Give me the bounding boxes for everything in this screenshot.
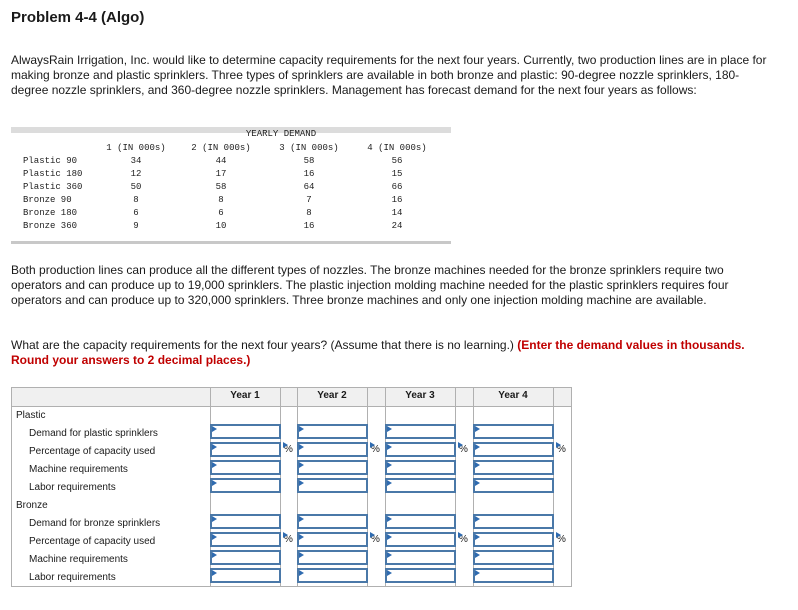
intro-text: AlwaysRain Irrigation, Inc. would like to determine capacity requirements for the next four years. Currently, two production lines are in place for making bronze and plastic sprinklers. Three types of sprinklers are available in both bronze and plastic: 90-degree nozzle sprinklers, 180-degree nozzle sprinklers, and 360-degree nozzle sprinklers. Management has forecast demand for the next four years as follows: (11, 53, 767, 97)
input-flag-icon (458, 442, 463, 448)
demand-cell: 66 (391, 182, 403, 192)
bronze-labor-input[interactable] (473, 568, 554, 583)
section-bronze-label: Bronze (16, 500, 48, 511)
demand-cell: 8 (218, 195, 224, 205)
plastic-pct-input[interactable] (210, 442, 281, 457)
demand-table-header: YEARLY DEMAND (245, 129, 317, 139)
plastic-demand-input[interactable] (385, 424, 456, 439)
demand-cell: 50 (130, 182, 142, 192)
plastic-pct-input[interactable] (385, 442, 456, 457)
plastic-pct-input[interactable] (297, 442, 368, 457)
bronze-machine-input[interactable] (297, 550, 368, 565)
demand-col-header: 2 (IN 000s) (191, 143, 251, 153)
demand-row-label: Plastic 90 (23, 156, 78, 166)
percent-sign: % (459, 534, 468, 545)
input-flag-icon (299, 552, 304, 558)
input-flag-icon (299, 444, 304, 450)
bronze-demand-label: Demand for bronze sprinklers (29, 518, 161, 529)
year-header: Year 3 (405, 390, 435, 401)
demand-row-label: Bronze 180 (23, 208, 78, 218)
plastic-machine-input[interactable] (473, 460, 554, 475)
year-header: Year 1 (230, 390, 260, 401)
demand-table (11, 127, 451, 244)
demand-row-label: Bronze 90 (23, 195, 72, 205)
bronze-demand-input[interactable] (210, 514, 281, 529)
bronze-machine-label: Machine requirements (29, 554, 128, 565)
plastic-labor-input[interactable] (473, 478, 554, 493)
input-flag-icon (475, 462, 480, 468)
input-flag-icon (475, 516, 480, 522)
plastic-labor-input[interactable] (385, 478, 456, 493)
percent-sign: % (557, 444, 566, 455)
demand-col-header: 4 (IN 000s) (367, 143, 427, 153)
bronze-labor-label: Labor requirements (29, 572, 116, 583)
demand-cell: 15 (391, 169, 403, 179)
demand-cell: 16 (303, 221, 315, 231)
plastic-labor-label: Labor requirements (29, 482, 116, 493)
demand-cell: 64 (303, 182, 315, 192)
input-flag-icon (299, 462, 304, 468)
plastic-machine-label: Machine requirements (29, 464, 128, 475)
bronze-pct-input[interactable] (297, 532, 368, 547)
plastic-machine-input[interactable] (385, 460, 456, 475)
input-flag-icon (283, 442, 288, 448)
input-flag-icon (387, 552, 392, 558)
year-header: Year 4 (498, 390, 528, 401)
plastic-demand-label: Demand for plastic sprinklers (29, 428, 158, 439)
bronze-pct-input[interactable] (473, 532, 554, 547)
bronze-demand-input[interactable] (473, 514, 554, 529)
percent-sign: % (284, 444, 293, 455)
demand-cell: 24 (391, 221, 403, 231)
demand-cell: 10 (215, 221, 227, 231)
demand-cell: 34 (130, 156, 142, 166)
input-flag-icon (387, 570, 392, 576)
input-flag-icon (475, 480, 480, 486)
input-flag-icon (370, 532, 375, 538)
demand-row-label: Plastic 360 (23, 182, 83, 192)
demand-cell: 58 (303, 156, 315, 166)
input-flag-icon (212, 570, 217, 576)
percent-sign: % (371, 534, 380, 545)
bronze-machine-input[interactable] (385, 550, 456, 565)
bronze-pct-input[interactable] (210, 532, 281, 547)
input-flag-icon (212, 426, 217, 432)
input-flag-icon (212, 480, 217, 486)
demand-cell: 8 (133, 195, 139, 205)
demand-row-label: Plastic 180 (23, 169, 83, 179)
input-flag-icon (387, 480, 392, 486)
bronze-labor-input[interactable] (385, 568, 456, 583)
input-flag-icon (387, 426, 392, 432)
percent-sign: % (459, 444, 468, 455)
demand-cell: 9 (133, 221, 139, 231)
plastic-machine-input[interactable] (297, 460, 368, 475)
bronze-demand-input[interactable] (385, 514, 456, 529)
problem-title: Problem 4-4 (Algo) (11, 9, 145, 26)
percent-sign: % (557, 534, 566, 545)
input-flag-icon (299, 480, 304, 486)
bronze-machine-input[interactable] (473, 550, 554, 565)
demand-cell: 58 (215, 182, 227, 192)
input-flag-icon (475, 534, 480, 540)
input-flag-icon (458, 532, 463, 538)
demand-cell: 44 (215, 156, 227, 166)
plastic-machine-input[interactable] (210, 460, 281, 475)
input-flag-icon (299, 534, 304, 540)
demand-cell: 14 (391, 208, 403, 218)
plastic-labor-input[interactable] (210, 478, 281, 493)
year-header: Year 2 (317, 390, 347, 401)
plastic-demand-input[interactable] (210, 424, 281, 439)
input-flag-icon (387, 462, 392, 468)
input-flag-icon (212, 444, 217, 450)
input-flag-icon (387, 444, 392, 450)
percent-sign: % (371, 444, 380, 455)
bronze-demand-input[interactable] (297, 514, 368, 529)
demand-cell: 8 (306, 208, 312, 218)
input-flag-icon (212, 516, 217, 522)
input-flag-icon (212, 534, 217, 540)
bronze-pct-label: Percentage of capacity used (29, 536, 156, 547)
percent-sign: % (284, 534, 293, 545)
plastic-pct-label: Percentage of capacity used (29, 446, 156, 457)
demand-cell: 16 (391, 195, 403, 205)
input-flag-icon (556, 532, 561, 538)
plastic-demand-input[interactable] (297, 424, 368, 439)
input-flag-icon (556, 442, 561, 448)
input-flag-icon (475, 552, 480, 558)
bronze-labor-input[interactable] (297, 568, 368, 583)
input-flag-icon (212, 462, 217, 468)
input-flag-icon (475, 426, 480, 432)
question-text (11, 338, 771, 368)
bronze-machine-input[interactable] (210, 550, 281, 565)
demand-cell: 16 (303, 169, 315, 179)
instruction-text: (Enter the demand values in thousands. Round your answers to 2 decimal places.) (11, 338, 745, 367)
demand-cell: 56 (391, 156, 403, 166)
demand-cell: 6 (218, 208, 224, 218)
input-flag-icon (370, 442, 375, 448)
demand-row-label: Bronze 360 (23, 221, 78, 231)
input-flag-icon (475, 570, 480, 576)
input-flag-icon (299, 570, 304, 576)
answer-grid (11, 387, 572, 587)
demand-cell: 6 (133, 208, 139, 218)
lines-text: Both production lines can produce all the different types of nozzles. The bronze machines needed for the bronze sprinklers require two operators and can produce up to 19,000 sprinklers. The plastic injection molding machine needed for the plastic sprinklers requires four operators and can produce up to 320,000 sprinklers. Three bronze machines and only one injection molding machine are available. (11, 263, 729, 307)
demand-cell: 17 (215, 169, 227, 179)
demand-cell: 12 (130, 169, 142, 179)
demand-col-header: 1 (IN 000s) (106, 143, 166, 153)
plastic-labor-input[interactable] (297, 478, 368, 493)
plastic-pct-input[interactable] (473, 442, 554, 457)
bronze-pct-input[interactable] (385, 532, 456, 547)
demand-cell: 7 (306, 195, 312, 205)
input-flag-icon (387, 534, 392, 540)
input-flag-icon (299, 426, 304, 432)
question-sentence: What are the capacity requirements for the next four years? (Assume that there is no learning.) (11, 338, 518, 352)
input-flag-icon (299, 516, 304, 522)
input-flag-icon (475, 444, 480, 450)
plastic-demand-input[interactable] (473, 424, 554, 439)
input-flag-icon (212, 552, 217, 558)
input-flag-icon (283, 532, 288, 538)
section-plastic-label: Plastic (16, 410, 46, 421)
input-flag-icon (387, 516, 392, 522)
demand-col-header: 3 (IN 000s) (279, 143, 339, 153)
bronze-labor-input[interactable] (210, 568, 281, 583)
